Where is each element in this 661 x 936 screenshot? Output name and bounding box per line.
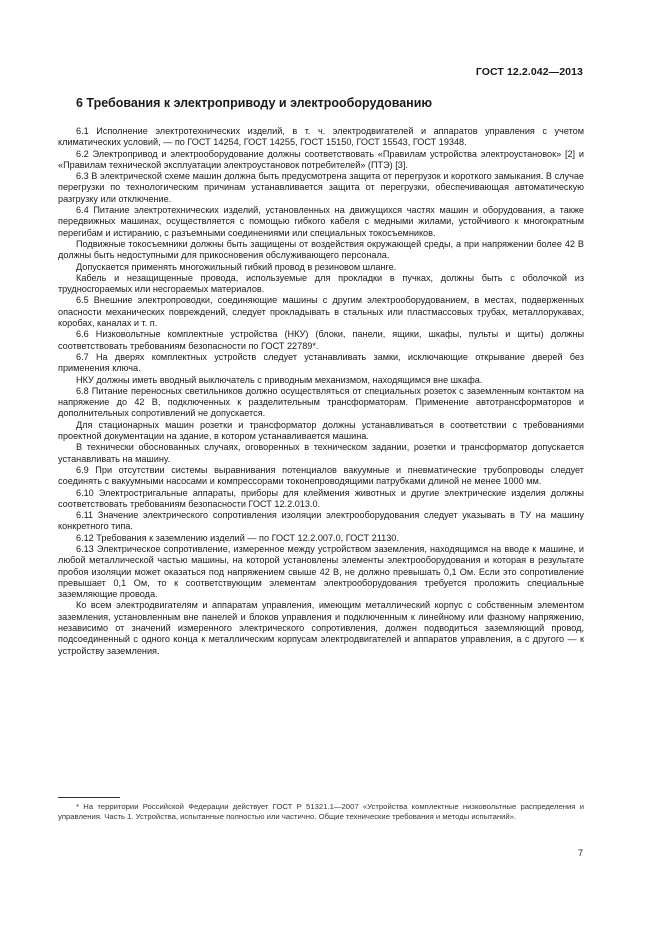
paragraph-6-11: 6.11 Значение электрического сопротивления изоляции электрооборудования следует указывать в ТУ на машину конкретного типа.	[58, 510, 584, 532]
paragraph: Ко всем электродвигателям и аппаратам управления, имеющим металлический корпус с собственным элементом заземления, установленным вне панелей и блоков управления и подключенным к линейному или фазному напряжению, независимо от значений измеренного электрического сопротивления, должен подводиться заземляющий провод, подсоединенный с одного конца к металлическим корпусам электродвигателей и аппаратов управления, а с другого — к устройству заземления.	[58, 600, 584, 656]
footnote: * На территории Российской Федерации действует ГОСТ Р 51321.1—2007 «Устройства комплектные низковольтные распределения и управления. Часть 1. Устройства, испытанные полностью или частично. Общие технические требования и методы испытаний».	[58, 802, 584, 822]
paragraph: Подвижные токосъемники должны быть защищены от воздействия окружающей среды, а при напряжении более 42 В должны быть недоступными для прикосновения обслуживающего персонала.	[58, 238, 584, 261]
paragraph-6-9: 6.9 При отсутствии системы выравнивания потенциалов вакуумные и пневматические трубопроводы следует соединять с вакуумными насосами и компрессорами токонепроводящими патрубками длиной не менее 1000 мм.	[58, 464, 584, 487]
document-code: ГОСТ 12.2.042—2013	[475, 66, 583, 78]
section-body	[58, 126, 584, 657]
paragraph: НКУ должны иметь вводный выключатель с приводным механизмом, находящимся вне шкафа.	[76, 374, 483, 385]
paragraph-6-6: 6.6 Низковольтные комплектные устройства (НКУ) (блоки, панели, ящики, шкафы, пульты и щиты) должны соответствовать требованиям безопасности по ГОСТ 22789*.	[58, 329, 584, 351]
paragraph-6-3: 6.3 В электрической схеме машин должна быть предусмотрена защита от перегрузок и короткого замыкания. В случае перегрузки по технологическим причинам устанавливается защита от перегрузки, обеспечивающая автоматическую разгрузку или отключение.	[58, 171, 584, 204]
paragraph-6-5: 6.5 Внешние электропроводки, соединяющие машины с другим электрооборудованием, в местах, подверженных опасности механических повреждений, следует прокладывать в стальных или пластмассовых трубах, металлорукавах, коробах, каналах и т. п.	[58, 295, 584, 329]
paragraph: Допускается применять многожильный гибкий провод в резиновом шланге.	[76, 261, 397, 272]
paragraph-6-13: 6.13 Электрическое сопротивление, измеренное между устройством заземления, находящимся на вводе к машине, и любой металлической частью машины, на которой установлены элементы электрооборудования и которая в результате пробоя изоляции может оказаться под напряжением свыше 42 В, не должно превышать 0,1 Ом. Если это сопротивление превышает 0,1 Ом, то к соответствующим элементам электрооборудования требуется проложить специальные заземляющие провода.	[58, 543, 584, 600]
paragraph-6-7: 6.7 На дверях комплектных устройств следует устанавливать замки, исключающие открывание дверей без применения ключа.	[58, 351, 584, 374]
paragraph-6-2: 6.2 Электропривод и электрооборудование должны соответствовать «Правилам устройства электроустановок» [2] и «Правилам технической эксплуатации электроустановок потребителей» (ПТЭ) [3].	[58, 148, 584, 170]
paragraph: Для стационарных машин розетки и трансформатор должны устанавливаться в соответствии с требованиями проектной документации на здание, в котором устанавливается машина.	[58, 419, 584, 442]
paragraph: Кабель и незащищенные провода, используемые для прокладки в пучках, должны быть с оболочкой из трудносгораемых или несгораемых материалов.	[58, 272, 584, 295]
paragraph: В технически обоснованных случаях, оговоренных в техническом задании, розетки и трансформатор допускается устанавливать на машину.	[58, 442, 584, 464]
paragraph-6-12: 6.12 Требования к заземлению изделий — по ГОСТ 12.2.007.0, ГОСТ 21130.	[76, 532, 399, 543]
paragraph-6-8: 6.8 Питание переносных светильников должно осуществляться от специальных розеток с заземленным контактом на напряжение до 42 В, подключенных к разделительным трансформаторам. Применение автотрансформаторов и дополнительных сопротивлений не допускается.	[58, 385, 584, 419]
paragraph-6-10: 6.10 Электростригальные аппараты, приборы для клеймения животных и другие электрические изделия должны соответствовать требованиям безопасности ГОСТ 12.2.013.0.	[58, 487, 584, 509]
page-number: 7	[577, 848, 583, 858]
paragraph-6-4: 6.4 Питание электротехнических изделий, установленных на движущихся частях машин и оборудования, а также передвижных машинах, осуществляется с помощью гибкого кабеля с медными жилами, устойчивого к многократным перегибам и истиранию, с разъемными соединениями или специальных токосъемников.	[58, 205, 584, 238]
section-title: 6 Требования к электроприводу и электрооборудованию	[76, 96, 433, 110]
footnote-divider	[58, 797, 120, 798]
paragraph-6-1: 6.1 Исполнение электротехнических изделий, в т. ч. электродвигателей и аппаратов управления с учетом климатических условий, — по ГОСТ 14254, ГОСТ 14255, ГОСТ 15150, ГОСТ 15543, ГОСТ 19348.	[58, 126, 584, 148]
